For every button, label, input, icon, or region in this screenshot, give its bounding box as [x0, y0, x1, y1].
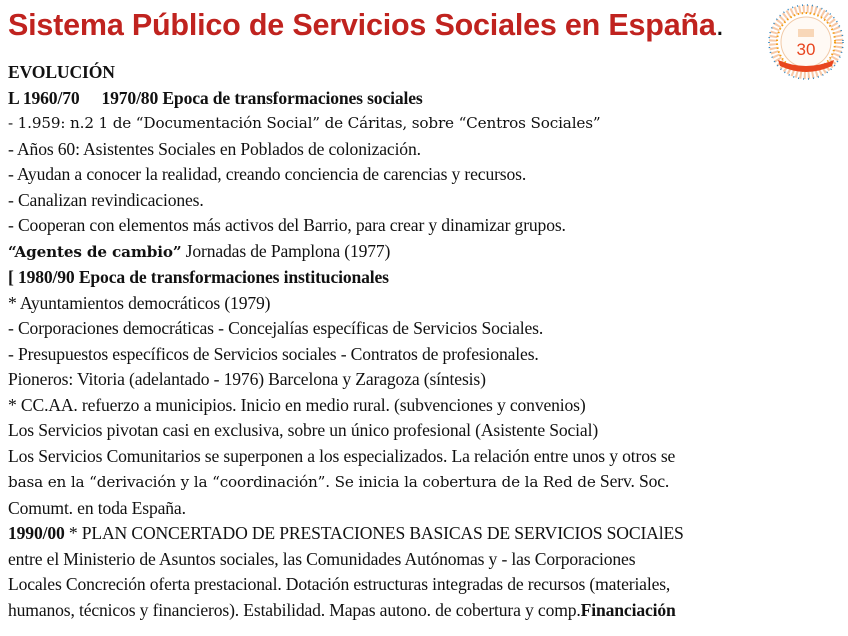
- text-fragment: Serv. Soc.: [595, 471, 670, 491]
- period-heading-1990-00: [8, 521, 844, 547]
- logo-badge: [798, 29, 814, 37]
- text-line: - Años 60: Asistentes Sociales en Poblados de colonización.: [8, 138, 421, 159]
- text-line: * Ayuntamientos democráticos (1979): [8, 292, 271, 313]
- text-line: [8, 469, 844, 496]
- text-line: [8, 239, 844, 266]
- logo-number: 30: [796, 40, 816, 59]
- text-line: entre el Ministerio de Asuntos sociales, las Comunidades Autónomas y - las Corporaciones: [8, 548, 636, 569]
- period-1990-00: 1990/00: [8, 523, 65, 543]
- slide-body: [8, 60, 844, 623]
- text-line: Los Servicios Comunitarios se superponen a los especializados. La relación entre unos y otros se: [8, 445, 676, 466]
- title-text: Sistema Público de Servicios Sociales en España: [8, 8, 716, 42]
- plan-concertado-title: * PLAN CONCERTADO DE PRESTACIONES BASICAS DE SERVICIOS SOCIAlES: [64, 523, 684, 543]
- text-fragment: humanos, técnicos y financieros). Estabilidad. Mapas autono. de cobertura y comp.: [8, 599, 581, 620]
- text-line: * CC.AA. refuerzo a municipios. Inicio en medio rural. (subvenciones y convenios): [8, 394, 586, 415]
- text-line: [8, 598, 844, 624]
- text-line: Los Servicios pivotan casi en exclusiva, sobre un único profesional (Asistente Social): [8, 420, 599, 440]
- text-line: - 1.959: n.2 1 de “Documentación Social” de Cáritas, sobre “Centros Sociales”: [8, 114, 601, 132]
- text-line: Comumt. en toda España.: [8, 497, 186, 518]
- jornadas-pamplona: Jornadas de Pamplona (1977): [181, 240, 391, 261]
- period-heading-1980-90: [ 1980/90 Epoca de transformaciones institucionales: [8, 267, 389, 287]
- agentes-de-cambio: “Agentes de cambio”: [8, 242, 182, 261]
- financiacion-label: Financiación: [580, 599, 676, 620]
- page-title: [8, 8, 724, 43]
- period-heading-1960-80: [8, 86, 844, 112]
- derivacion-coordinacion-text: basa en la “derivación y la “coordinación”. Se inicia la cobertura de la Red de: [8, 473, 596, 491]
- period-1970-80-title: 1970/80 Epoca de transformaciones sociales: [101, 87, 423, 108]
- section-heading-evolucion: EVOLUCIÓN: [8, 62, 115, 82]
- title-period: .: [715, 8, 724, 42]
- text-line: Pioneros: Vitoria (adelantado - 1976) Barcelona y Zaragoza (síntesis): [8, 369, 486, 389]
- text-line: - Presupuestos específicos de Servicios sociales - Contratos de profesionales.: [8, 343, 539, 364]
- text-line: - Canalizan revindicaciones.: [8, 189, 204, 210]
- text-line: - Corporaciones democráticas - Concejalías específicas de Servicios Sociales.: [8, 318, 544, 338]
- text-line: - Ayudan a conocer la realidad, creando conciencia de carencias y recursos.: [8, 164, 527, 184]
- text-line: - Cooperan con elementos más activos del Barrio, para crear y dinamizar grupos.: [8, 215, 566, 235]
- text-line: Locales Concreción oferta prestacional. Dotación estructuras integradas de recursos (materiales,: [8, 574, 671, 594]
- period-1960-70: L 1960/70: [8, 87, 80, 108]
